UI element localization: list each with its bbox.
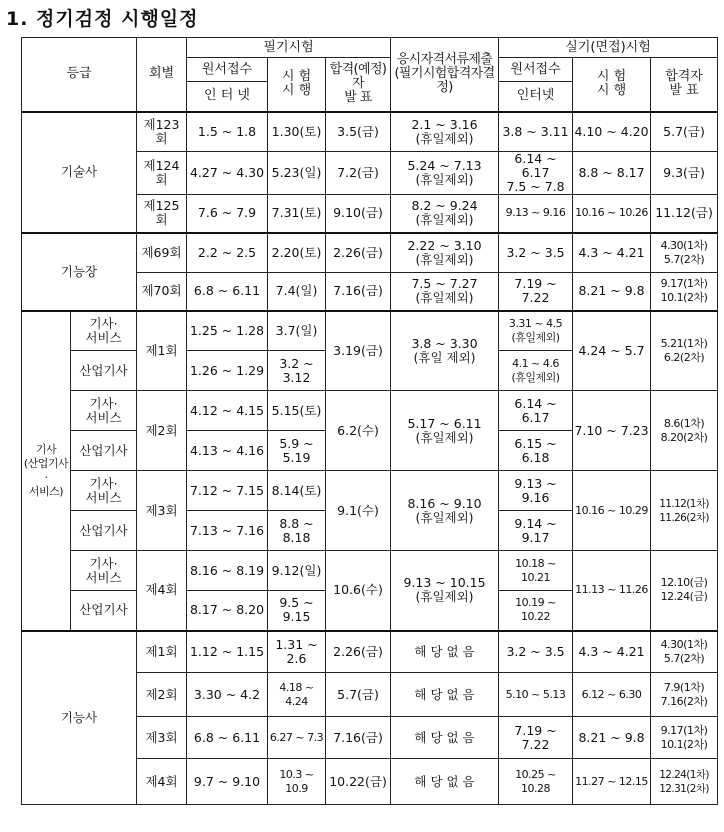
table-cell: 2.1 ~ 3.16 (휴일제외) <box>391 112 499 152</box>
subgrade-industrial: 산업기사 <box>71 431 137 471</box>
table-cell: 3.8 ~ 3.30 (휴일 제외) <box>391 311 499 391</box>
table-cell: 4.1 ~ 4.6 (휴일제외) <box>499 351 573 391</box>
table-cell: 4.27 ~ 4.30 <box>187 152 268 195</box>
table-cell: 7.31(토) <box>268 195 326 233</box>
table-cell: 6.27 ~ 7.3 <box>268 717 326 759</box>
table-cell: 8.14(토) <box>268 471 326 511</box>
table-cell: 10.3 ~ 10.9 <box>268 759 326 805</box>
table-cell: 4.18 ~ 4.24 <box>268 673 326 717</box>
table-cell: 8.6(1차) 8.20(2차) <box>651 391 718 471</box>
table-cell: 7.9(1차) 7.16(2차) <box>651 673 718 717</box>
table-cell: 6.8 ~ 6.11 <box>187 717 268 759</box>
table-cell: 9.13 ~ 10.15 (휴일제외) <box>391 551 499 631</box>
header-pass-written: 합격(예정)자 발 표 <box>326 58 391 112</box>
table-cell: 4.3 ~ 4.21 <box>573 631 651 673</box>
table-cell: 7.19 ~ 7.22 <box>499 273 573 311</box>
table-cell: 5.24 ~ 7.13 (휴일제외) <box>391 152 499 195</box>
table-cell: 9.17(1차) 10.1(2차) <box>651 717 718 759</box>
table-cell: 제124회 <box>137 152 187 195</box>
table-cell: 10.18 ~ 10.21 <box>499 551 573 591</box>
table-cell: 제70회 <box>137 273 187 311</box>
table-cell: 제2회 <box>137 673 187 717</box>
table-cell: 4.13 ~ 4.16 <box>187 431 268 471</box>
table-cell: 11.12(1차) 11.26(2차) <box>651 471 718 551</box>
table-cell: 12.24(1차) 12.31(2차) <box>651 759 718 805</box>
grade-gisulsa: 기술사 <box>22 112 137 233</box>
page-title: 1. 정기검정 시행일정 <box>6 8 199 30</box>
table-cell: 제3회 <box>137 717 187 759</box>
table-cell: 10.16 ~ 10.29 <box>573 471 651 551</box>
table-cell: 7.4(일) <box>268 273 326 311</box>
table-cell: 8.21 ~ 9.8 <box>573 717 651 759</box>
header-practical: 실기(면접)시험 <box>499 38 718 58</box>
table-cell: 8.2 ~ 9.24 (휴일제외) <box>391 195 499 233</box>
table-cell: 1.12 ~ 1.15 <box>187 631 268 673</box>
table-cell: 7.13 ~ 7.16 <box>187 511 268 551</box>
table-cell: 10.25 ~ 10.28 <box>499 759 573 805</box>
table-cell: 4.30(1차) 5.7(2차) <box>651 631 718 673</box>
table-cell: 9.17(1차) 10.1(2차) <box>651 273 718 311</box>
table-cell: 6.12 ~ 6.30 <box>573 673 651 717</box>
table-cell: 9.12(일) <box>268 551 326 591</box>
subgrade-gisa-service: 기사· 서비스 <box>71 471 137 511</box>
table-cell: 12.10(금) 12.24(금) <box>651 551 718 631</box>
header-apply: 원서접수 <box>187 58 268 82</box>
table-cell: 4.12 ~ 4.15 <box>187 391 268 431</box>
table-cell: 5.23(일) <box>268 152 326 195</box>
table-cell: 1.30(토) <box>268 112 326 152</box>
table-cell: 9.13 ~ 9.16 <box>499 471 573 511</box>
table-cell: 7.19 ~ 7.22 <box>499 717 573 759</box>
table-cell: 3.30 ~ 4.2 <box>187 673 268 717</box>
table-cell: 7.6 ~ 7.9 <box>187 195 268 233</box>
table-cell: 제3회 <box>137 471 187 551</box>
header-grade: 등급 <box>22 38 137 112</box>
table-cell: 1.26 ~ 1.29 <box>187 351 268 391</box>
table-cell: 해 당 없 음 <box>391 673 499 717</box>
subgrade-gisa-service: 기사· 서비스 <box>71 311 137 351</box>
table-cell: 해 당 없 음 <box>391 759 499 805</box>
table-cell: 5.21(1차) 6.2(2차) <box>651 311 718 391</box>
table-cell: 1.5 ~ 1.8 <box>187 112 268 152</box>
grade-ginungsa: 기능사 <box>22 631 137 805</box>
header-exam: 시 험 시 행 <box>268 58 326 112</box>
table-cell: 3.31 ~ 4.5 (휴일제외) <box>499 311 573 351</box>
table-cell: 4.30(1차) 5.7(2차) <box>651 233 718 273</box>
table-cell: 3.5(금) <box>326 112 391 152</box>
table-cell: 11.12(금) <box>651 195 718 233</box>
table-cell: 10.6(수) <box>326 551 391 631</box>
table-cell: 제123회 <box>137 112 187 152</box>
table-cell: 제1회 <box>137 631 187 673</box>
table-cell: 제69회 <box>137 233 187 273</box>
grade-gisa: 기사 (산업기사 · 서비스) <box>22 311 71 631</box>
table-cell: 제4회 <box>137 759 187 805</box>
table-cell: 9.10(금) <box>326 195 391 233</box>
table-cell: 7.12 ~ 7.15 <box>187 471 268 511</box>
header-round: 회별 <box>137 38 187 112</box>
table-cell: 3.2 ~ 3.12 <box>268 351 326 391</box>
table-cell: 7.10 ~ 7.23 <box>573 391 651 471</box>
table-cell: 4.24 ~ 5.7 <box>573 311 651 391</box>
table-cell: 1.25 ~ 1.28 <box>187 311 268 351</box>
table-cell: 8.8 ~ 8.17 <box>573 152 651 195</box>
table-cell: 7.16(금) <box>326 273 391 311</box>
table-cell: 9.1(수) <box>326 471 391 551</box>
table-cell: 3.7(일) <box>268 311 326 351</box>
header-doc: 응시자격서류제출 (필기시험합격자결정) <box>391 38 499 112</box>
header-apply2: 원서접수 <box>499 58 573 82</box>
table-cell: 제125회 <box>137 195 187 233</box>
table-cell: 5.7(금) <box>651 112 718 152</box>
table-cell: 8.17 ~ 8.20 <box>187 591 268 631</box>
table-cell: 제2회 <box>137 391 187 471</box>
grade-ginungjang: 기능장 <box>22 233 137 311</box>
table-cell: 3.19(금) <box>326 311 391 391</box>
table-cell: 6.14 ~ 6.17 <box>499 391 573 431</box>
subgrade-gisa-service: 기사· 서비스 <box>71 391 137 431</box>
subgrade-industrial: 산업기사 <box>71 351 137 391</box>
table-cell: 4.10 ~ 4.20 <box>573 112 651 152</box>
header-written: 필기시험 <box>187 38 391 58</box>
table-cell: 7.2(금) <box>326 152 391 195</box>
table-cell: 8.8 ~ 8.18 <box>268 511 326 551</box>
table-cell: 2.26(금) <box>326 631 391 673</box>
table-cell: 10.16 ~ 10.26 <box>573 195 651 233</box>
table-cell: 1.31 ~ 2.6 <box>268 631 326 673</box>
table-cell: 제4회 <box>137 551 187 631</box>
table-cell: 2.26(금) <box>326 233 391 273</box>
table-cell: 5.15(토) <box>268 391 326 431</box>
table-cell: 8.16 ~ 8.19 <box>187 551 268 591</box>
table-cell: 4.3 ~ 4.21 <box>573 233 651 273</box>
table-cell: 10.19 ~ 10.22 <box>499 591 573 631</box>
table-cell: 11.13 ~ 11.26 <box>573 551 651 631</box>
table-cell: 8.21 ~ 9.8 <box>573 273 651 311</box>
table-cell: 9.13 ~ 9.16 <box>499 195 573 233</box>
table-cell: 5.9 ~ 5.19 <box>268 431 326 471</box>
table-cell: 해 당 없 음 <box>391 717 499 759</box>
table-cell: 7.5 ~ 7.27 (휴일제외) <box>391 273 499 311</box>
table-cell: 5.17 ~ 6.11 (휴일제외) <box>391 391 499 471</box>
table-cell: 7.16(금) <box>326 717 391 759</box>
table-cell: 5.10 ~ 5.13 <box>499 673 573 717</box>
table-cell: 10.22(금) <box>326 759 391 805</box>
subgrade-gisa-service: 기사· 서비스 <box>71 551 137 591</box>
table-cell: 해 당 없 음 <box>391 631 499 673</box>
table-cell: 5.7(금) <box>326 673 391 717</box>
exam-schedule-table <box>21 37 718 805</box>
table-cell: 6.8 ~ 6.11 <box>187 273 268 311</box>
header-pass2: 합격자 발 표 <box>651 58 718 112</box>
table-cell: 9.7 ~ 9.10 <box>187 759 268 805</box>
table-cell: 제1회 <box>137 311 187 391</box>
table-cell: 8.16 ~ 9.10 (휴일제외) <box>391 471 499 551</box>
subgrade-industrial: 산업기사 <box>71 591 137 631</box>
table-cell: 3.2 ~ 3.5 <box>499 233 573 273</box>
table-cell: 6.14 ~ 6.17 7.5 ~ 7.8 <box>499 152 573 195</box>
table-cell: 2.2 ~ 2.5 <box>187 233 268 273</box>
header-internet: 인 터 넷 <box>187 82 268 112</box>
header-internet2: 인터넷 <box>499 82 573 112</box>
table-cell: 3.8 ~ 3.11 <box>499 112 573 152</box>
subgrade-industrial: 산업기사 <box>71 511 137 551</box>
table-cell: 2.20(토) <box>268 233 326 273</box>
table-cell: 2.22 ~ 3.10 (휴일제외) <box>391 233 499 273</box>
table-cell: 6.2(수) <box>326 391 391 471</box>
table-cell: 3.2 ~ 3.5 <box>499 631 573 673</box>
table-cell: 9.14 ~ 9.17 <box>499 511 573 551</box>
header-exam2: 시 험 시 행 <box>573 58 651 112</box>
table-cell: 9.5 ~ 9.15 <box>268 591 326 631</box>
table-cell: 11.27 ~ 12.15 <box>573 759 651 805</box>
table-cell: 6.15 ~ 6.18 <box>499 431 573 471</box>
table-cell: 9.3(금) <box>651 152 718 195</box>
